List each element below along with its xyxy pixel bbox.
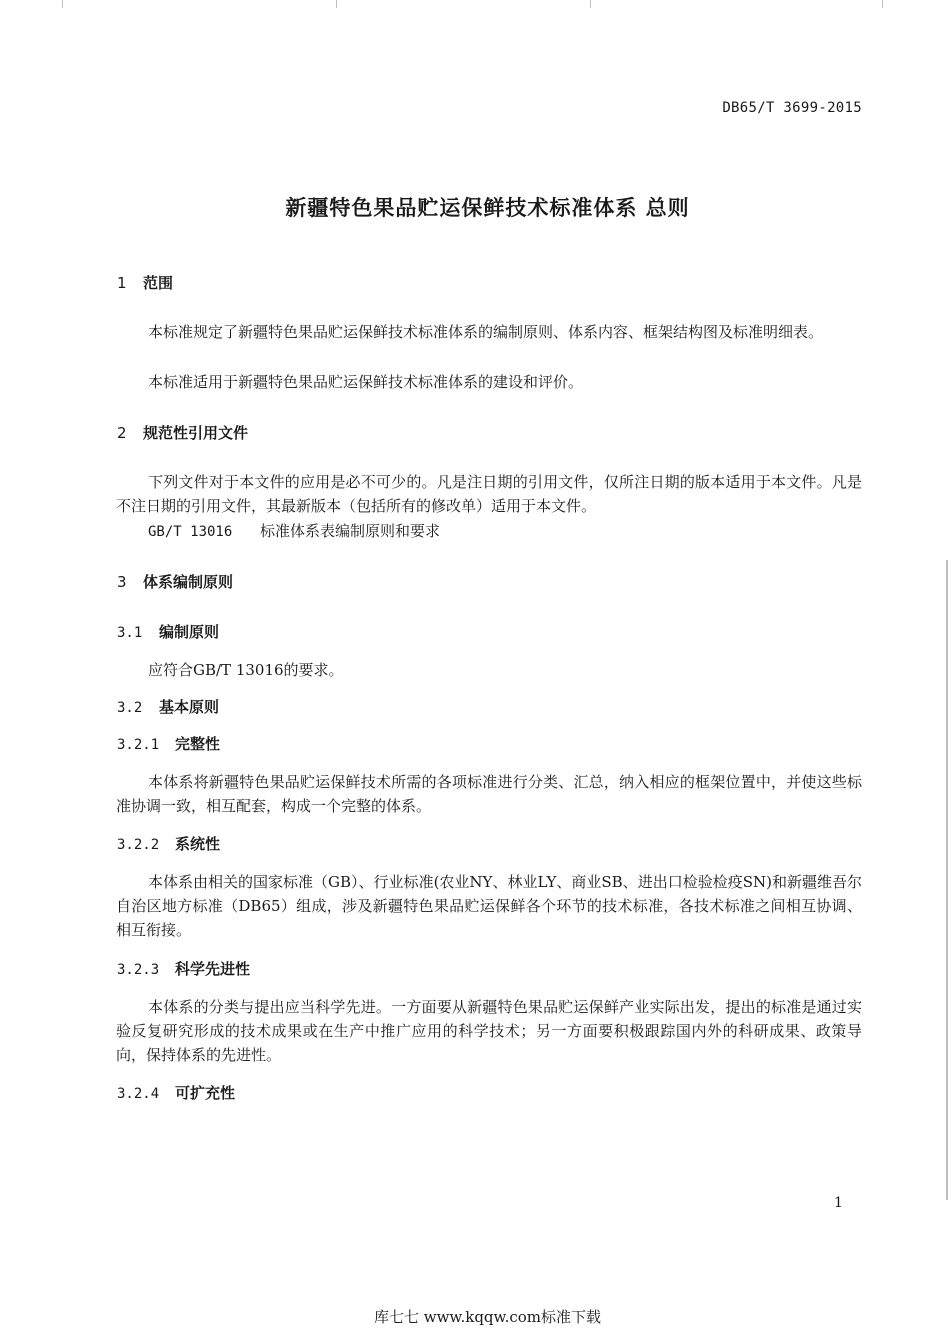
document-title: 新疆特色果品贮运保鲜技术标准体系 总则: [285, 196, 690, 220]
section-number: 1: [117, 274, 127, 292]
section-number: 3.2.3: [117, 962, 160, 978]
section-1-heading: [117, 272, 173, 293]
section-2-paragraph-1: 下列文件对于本文件的应用是必不可少的。凡是注日期的引用文件，仅所注日期的版本适用于本文件。凡是不注日期的引用文件，其最新版本（包括所有的修改单）适用于本文件。: [116, 473, 862, 515]
standard-code: DB65/T 3699-2015: [722, 100, 862, 116]
section-title: 可扩充性: [175, 1084, 236, 1102]
section-number: 3.2.4: [117, 1086, 160, 1102]
section-title: 科学先进性: [175, 960, 251, 978]
section-title: 体系编制原则: [143, 573, 234, 591]
scan-edge-mark: [882, 0, 883, 8]
scan-edge-mark: [946, 560, 948, 1200]
section-number: 3.2.2: [117, 837, 160, 853]
page-number: 1: [834, 1195, 843, 1211]
section-number: 3.2.1: [117, 737, 160, 753]
section-3-2-heading: [117, 696, 219, 717]
reference-code: GB/T 13016: [148, 524, 233, 540]
section-number: 3.1: [117, 625, 143, 641]
section-3-2-3-paragraph: 本体系的分类与提出应当科学先进。一方面要从新疆特色果品贮运保鲜产业实际出发，提出的标准是通过实验反复研究形成的技术成果或在生产中推广应用的科学技术；另一方面要积极跟踪国内外的科研成果、政策导向，保持体系的先进性。: [116, 998, 862, 1064]
section-1-paragraph-1: 本标准规定了新疆特色果品贮运保鲜技术标准体系的编制原则、体系内容、框架结构图及标准明细表。: [148, 323, 824, 341]
normative-reference: [148, 520, 440, 541]
section-number: 2: [117, 424, 127, 442]
section-title: 范围: [143, 274, 174, 292]
section-title: 完整性: [175, 735, 221, 753]
section-3-2-3-heading: [117, 958, 250, 979]
section-3-2-1-heading: [117, 733, 220, 754]
section-3-2-4-heading: [117, 1082, 235, 1103]
section-3-heading: [117, 571, 233, 592]
section-title: 编制原则: [159, 623, 220, 641]
section-title: 系统性: [175, 835, 221, 853]
section-3-2-2-paragraph: 本体系由相关的国家标准（GB）、行业标准(农业NY、林业LY、商业SB、进出口检验检疫SN)和新疆维吾尔自治区地方标准（DB65）组成，涉及新疆特色果品贮运保鲜各个环节的技术标准，各技术标准之间相互协调、相互衔接。: [116, 873, 862, 939]
section-title: 规范性引用文件: [143, 424, 249, 442]
section-3-2-2-heading: [117, 833, 220, 854]
scan-edge-mark: [590, 0, 591, 8]
section-3-1-paragraph: 应符合GB/T 13016的要求。: [148, 661, 344, 679]
section-title: 基本原则: [159, 698, 220, 716]
section-3-2-1-paragraph: 本体系将新疆特色果品贮运保鲜技术所需的各项标准进行分类、汇总，纳入相应的框架位置中，并使这些标准协调一致，相互配套，构成一个完整的体系。: [116, 773, 862, 815]
reference-title: 标准体系表编制原则和要求: [260, 522, 441, 540]
footer-watermark: 库七七 www.kqqw.com标准下载: [373, 1308, 602, 1326]
section-number: 3: [117, 573, 127, 591]
scan-edge-mark: [62, 0, 63, 8]
section-3-1-heading: [117, 621, 219, 642]
section-number: 3.2: [117, 700, 143, 716]
scan-edge-mark: [336, 0, 337, 8]
section-2-heading: [117, 422, 248, 443]
section-1-paragraph-2: 本标准适用于新疆特色果品贮运保鲜技术标准体系的建设和评价。: [148, 373, 584, 391]
